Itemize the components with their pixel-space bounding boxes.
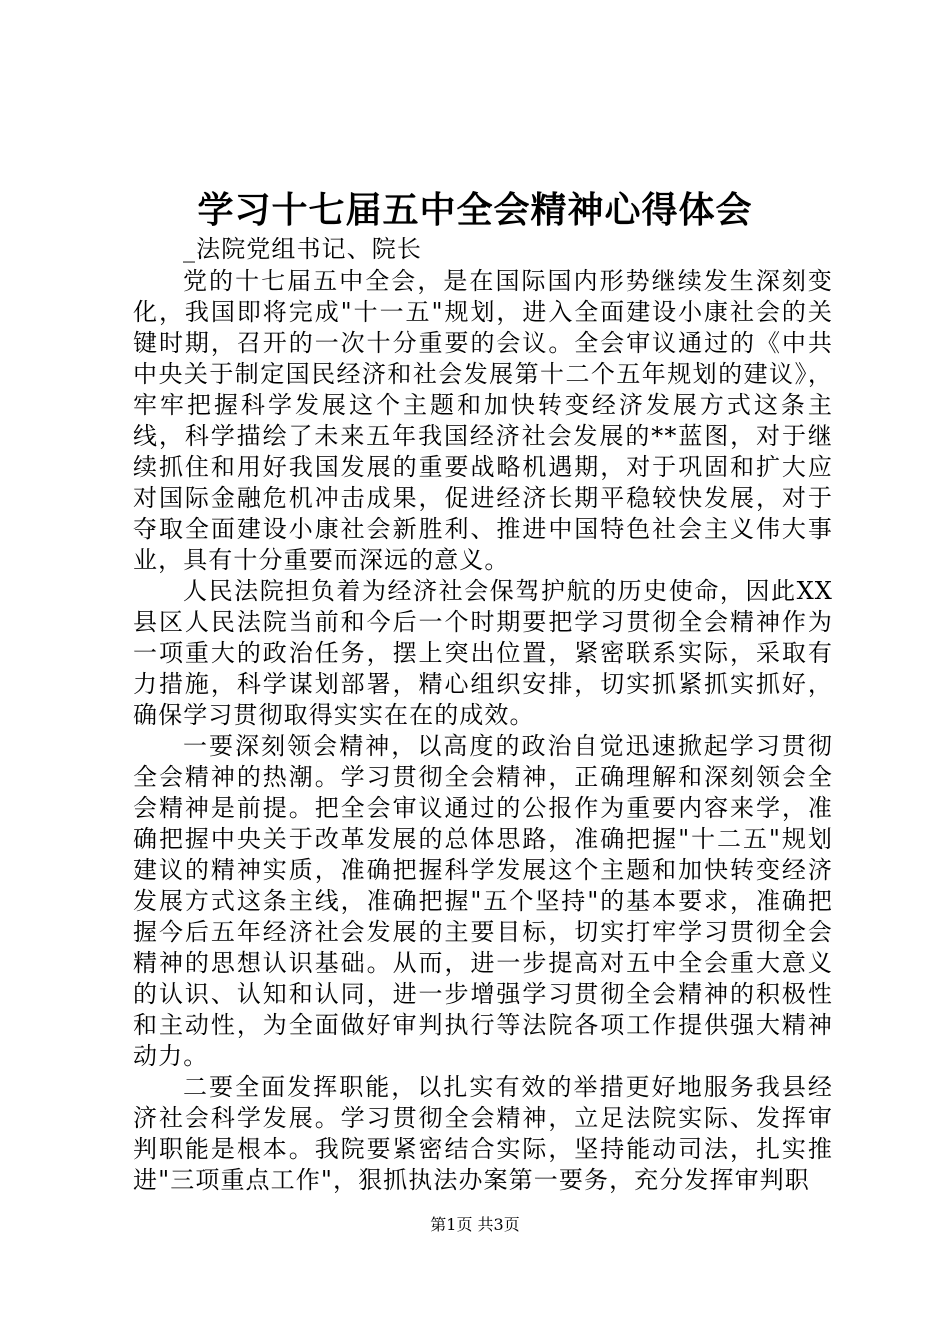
paragraph-1: 党的十七届五中全会，是在国际国内形势继续发生深刻变化，我国即将完成"十一五"规划，进入全面建设小康社会的关键时期，召开的一次十分重要的会议。全会审议通过的《中共中央关于制定国民经济和社会发展第十二个五年规划的建议》，牢牢把握科学发展这个主题和加快转变经济发展方式这条主线，科学描绘了未来五年我国经济社会发展的**蓝图，对于继续抓住和用好我国发展的重要战略机遇期，对于巩固和扩大应对国际金融危机冲击成果，促进经济长期平稳较快发展，对于夺取全面建设小康社会新胜利、推进中国特色社会主义伟大事业，具有十分重要而深远的意义。: [133, 267, 833, 574]
document-body: [133, 234, 833, 1196]
page-number-footer: 第1页 共3页: [430, 1215, 520, 1234]
author-line: _法院党组书记、院长: [183, 235, 422, 263]
paragraph-2: 人民法院担负着为经济社会保驾护航的历史使命，因此XX县区人民法院当前和今后一个时期要把学习贯彻全会精神作为一项重大的政治任务，摆上突出位置，紧密联系实际，采取有力措施，科学谋划部署，精心组织安排，切实抓紧抓实抓好，确保学习贯彻取得实实在在的成效。: [133, 577, 833, 729]
document-title: 学习十七届五中全会精神心得体会: [197, 189, 753, 231]
paragraph-3: 一要深刻领会精神，以高度的政治自觉迅速掀起学习贯彻全会精神的热潮。学习贯彻全会精神，正确理解和深刻领会全会精神是前提。把全会审议通过的公报作为重要内容来学，准确把握中央关于改革发展的总体思路，准确把握"十二五"规划建议的精神实质，准确把握科学发展这个主题和加快转变经济发展方式这条主线，准确把握"五个坚持"的基本要求，准确把握今后五年经济社会发展的主要目标，切实打牢学习贯彻全会精神的思想认识基础。从而，进一步提高对五中全会重大意义的认识、认知和认同，进一步增强学习贯彻全会精神的积极性和主动性，为全面做好审判执行等法院各项工作提供强大精神动力。: [133, 732, 833, 1070]
paragraph-4: 二要全面发挥职能，以扎实有效的举措更好地服务我县经济社会科学发展。学习贯彻全会精神，立足法院实际、发挥审判职能是根本。我院要紧密结合实际，坚持能动司法，扎实推进"三项重点工作"，狠抓执法办案第一要务，充分发挥审判职: [133, 1073, 833, 1194]
